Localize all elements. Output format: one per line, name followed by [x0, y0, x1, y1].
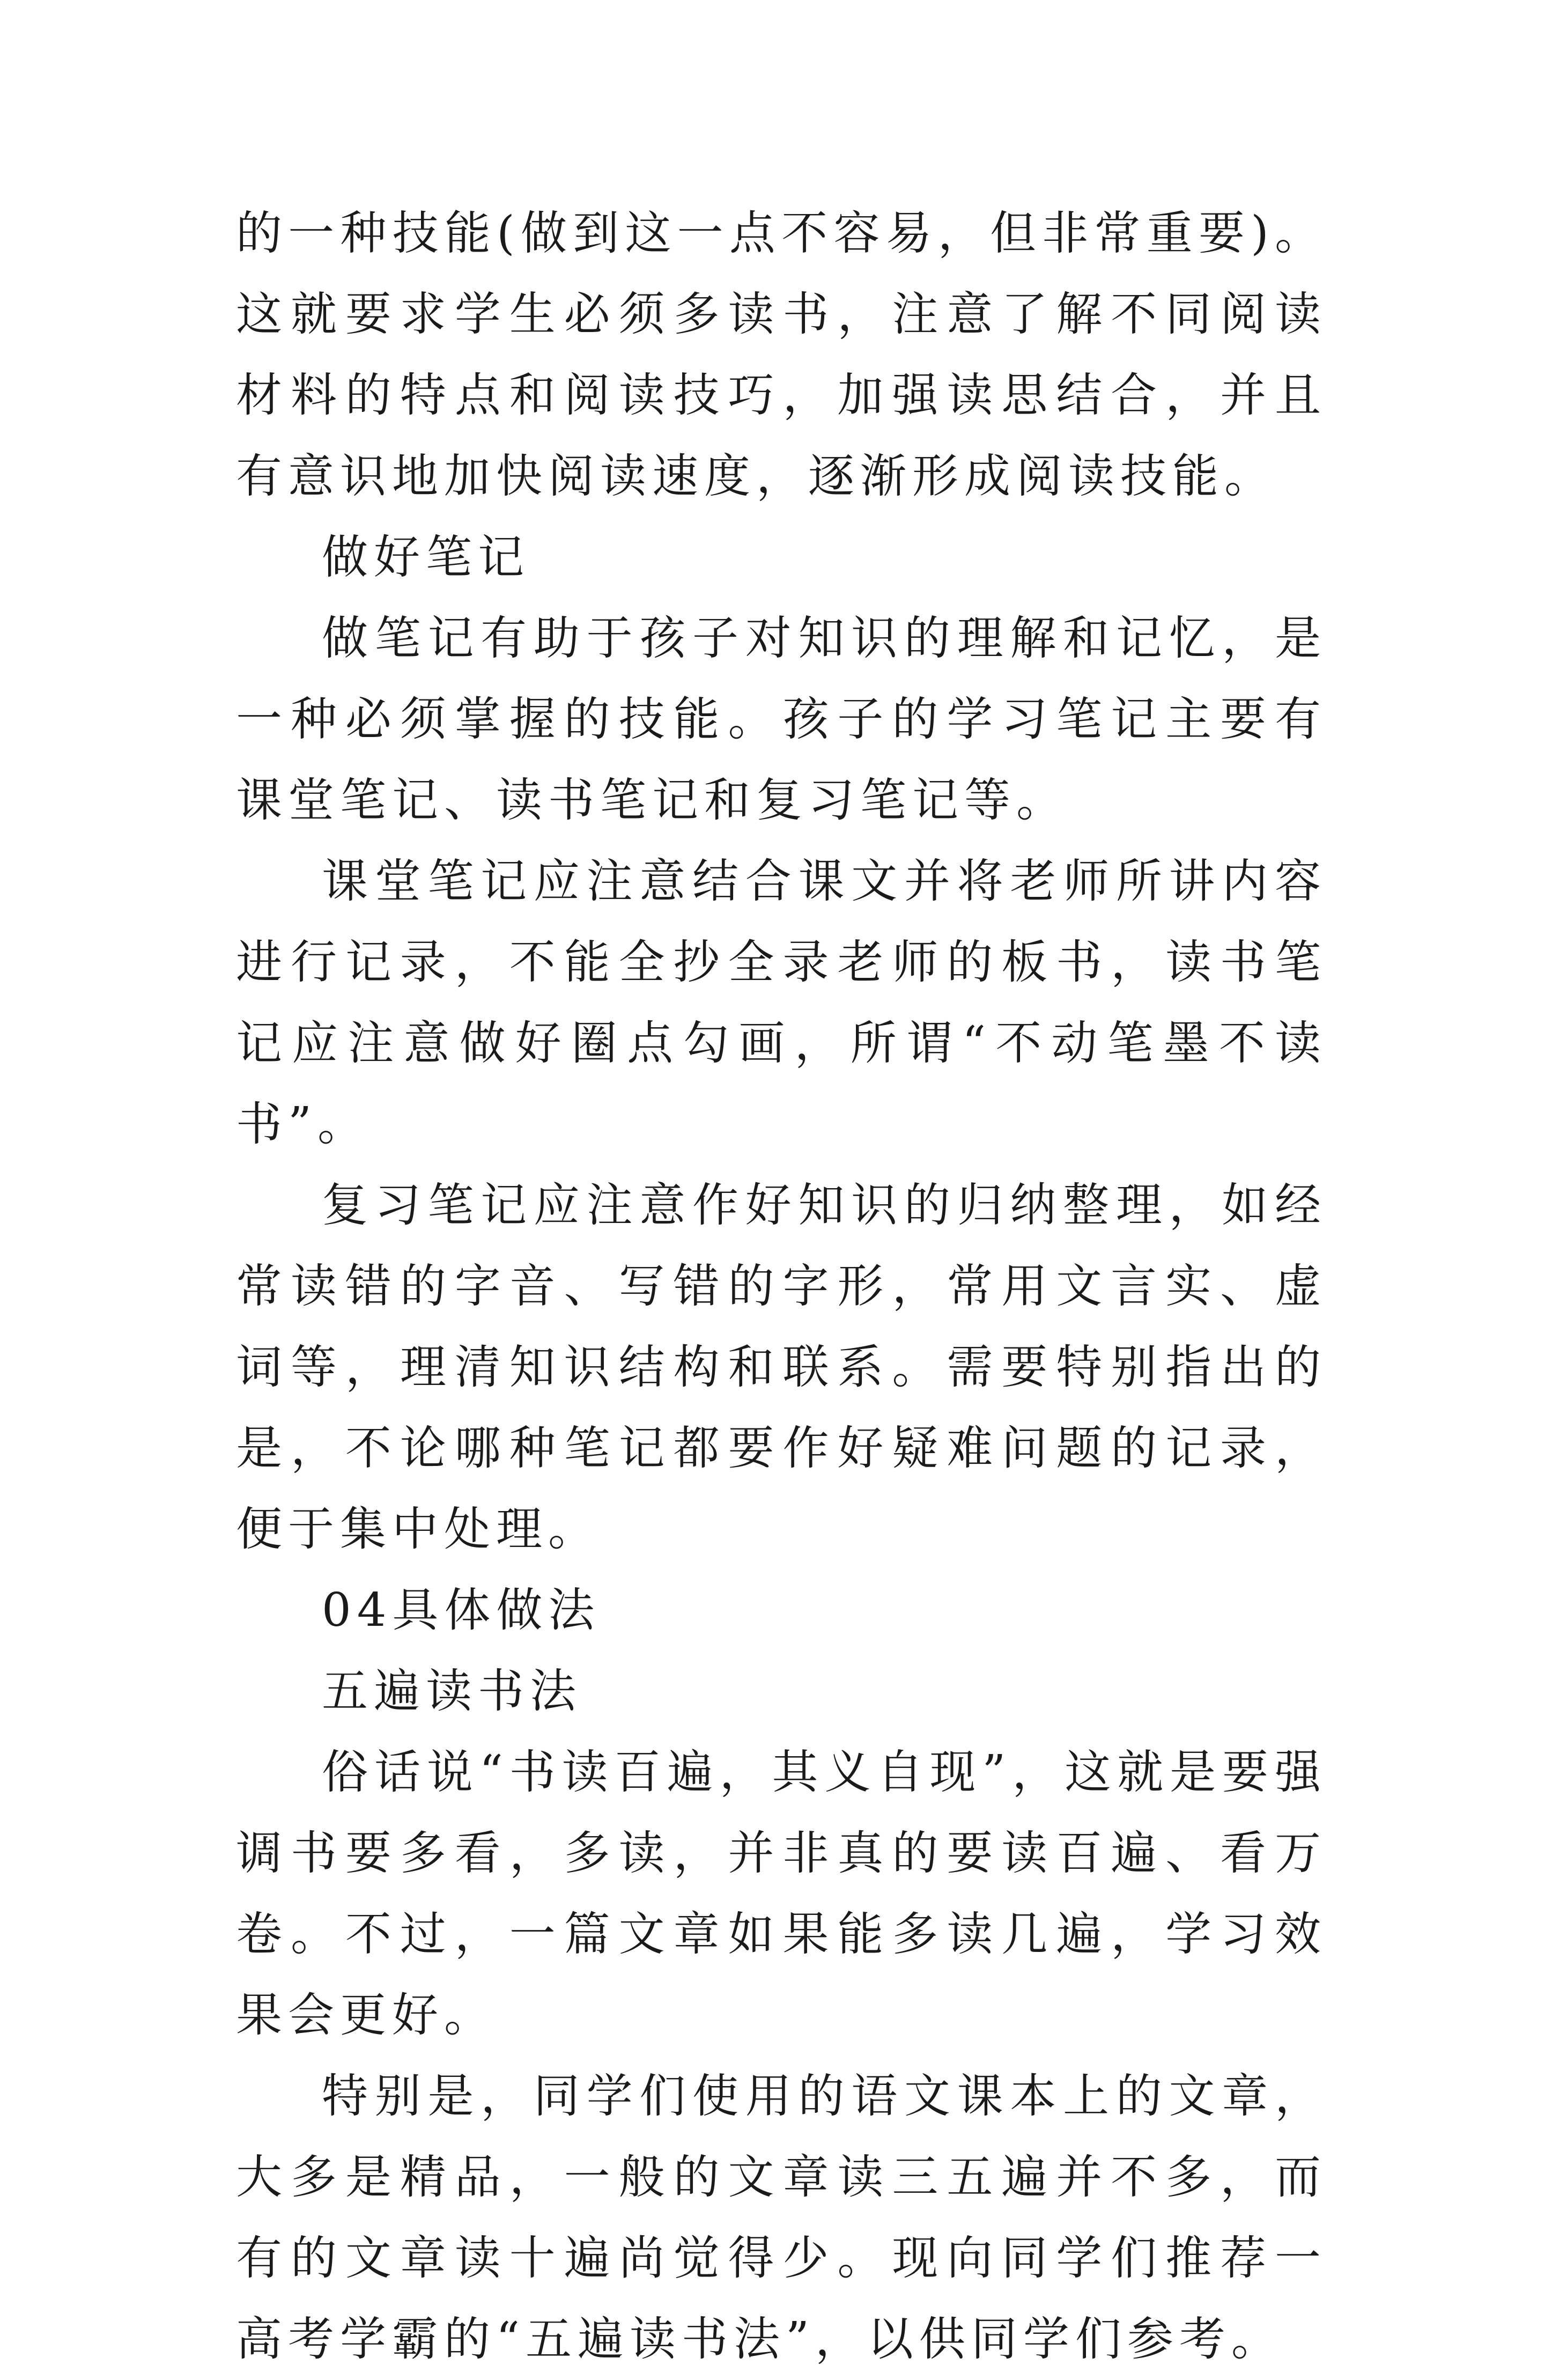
- paragraph-notes-intro: 做笔记有助于孩子对知识的理解和记忆，是一种必须掌握的技能。孩子的学习笔记主要有课堂笔记、读书笔记和复习笔记等。: [236, 611, 1327, 827]
- paragraph-class-notes: 课堂笔记应注意结合课文并将老师所讲内容进行记录，不能全抄全录老师的板书，读书笔记应注意做好圈点勾画，所谓“不动笔墨不读书”。: [236, 854, 1327, 1151]
- paragraph-reading-skill: 的一种技能(做到这一点不容易，但非常重要)。这就要求学生必须多读书，注意了解不同阅读材料的特点和阅读技巧，加强读思结合，并且有意识地加快阅读速度，逐渐形成阅读技能。: [236, 207, 1327, 503]
- heading-specific-methods: 04具体做法: [322, 1583, 601, 1637]
- paragraph-recommendation: 特别是，同学们使用的语文课本上的文章，大多是精品，一般的文章读三五遍并不多，而有的文章读十遍尚觉得少。现向同学们推荐一高考学霸的“五遍读书法”，以供同学们参考。: [236, 2069, 1327, 2366]
- paragraph-review-notes: 复习笔记应注意作好知识的归纳整理，如经常读错的字音、写错的字形，常用文言实、虚词等，理清知识结构和联系。需要特别指出的是，不论哪种笔记都要作好疑难问题的记录，便于集中处理。: [236, 1178, 1327, 1556]
- paragraph-proverb: 俗话说“书读百遍，其义自现”，这就是要强调书要多看，多读，并非真的要读百遍、看万卷。不过，一篇文章如果能多读几遍，学习效果会更好。: [236, 1745, 1327, 2042]
- heading-five-readings: 五遍读书法: [322, 1664, 582, 1718]
- heading-take-notes: 做好笔记: [322, 530, 530, 584]
- document-body: [236, 193, 1327, 2380]
